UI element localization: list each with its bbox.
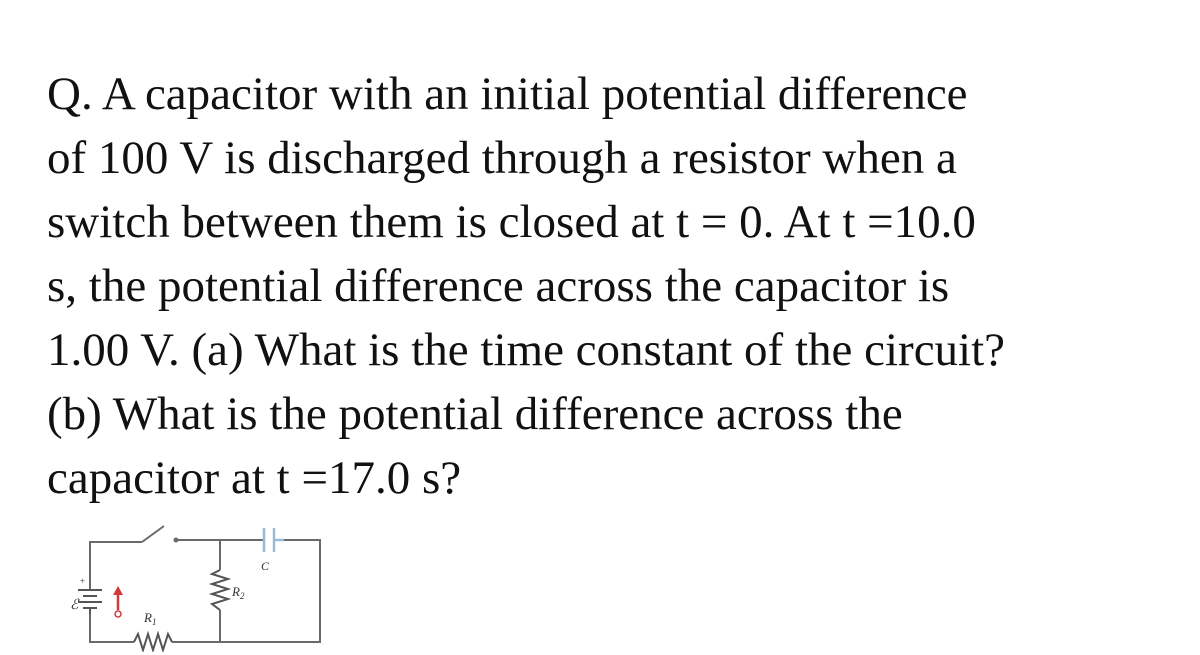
question-line-3: switch between them is closed at t = 0. At t =10.0	[47, 196, 976, 248]
r1-label: $R_1$	[144, 610, 157, 627]
battery-icon	[78, 590, 102, 614]
question-line-4: s, the potential difference across the capacitor is	[47, 260, 950, 312]
current-arrow-icon	[113, 586, 123, 617]
rc-circuit-diagram	[52, 512, 332, 652]
resistor-r1-icon	[134, 634, 172, 650]
capacitor-label: C	[261, 559, 270, 573]
r2-label: $R_2$	[232, 584, 245, 601]
question-line-2: of 100 V is discharged through a resistor when a	[47, 132, 957, 184]
capacitor-icon	[264, 528, 284, 552]
switch-blade	[142, 526, 164, 542]
question-line-6: (b) What is the potential difference across the	[47, 388, 903, 440]
resistor-r2-icon	[212, 570, 228, 610]
question-line-1: Q. A capacitor with an initial potential difference	[47, 68, 968, 120]
question-line-5: 1.00 V. (a) What is the time constant of the circuit?	[47, 324, 1006, 376]
emf-label: ℰ	[70, 598, 79, 613]
question-text	[47, 62, 1177, 510]
switch-contact	[174, 538, 179, 543]
question-line-7: capacitor at t =17.0 s?	[47, 452, 462, 504]
circuit-wires	[90, 526, 320, 642]
battery-plus-label: +	[80, 576, 86, 586]
